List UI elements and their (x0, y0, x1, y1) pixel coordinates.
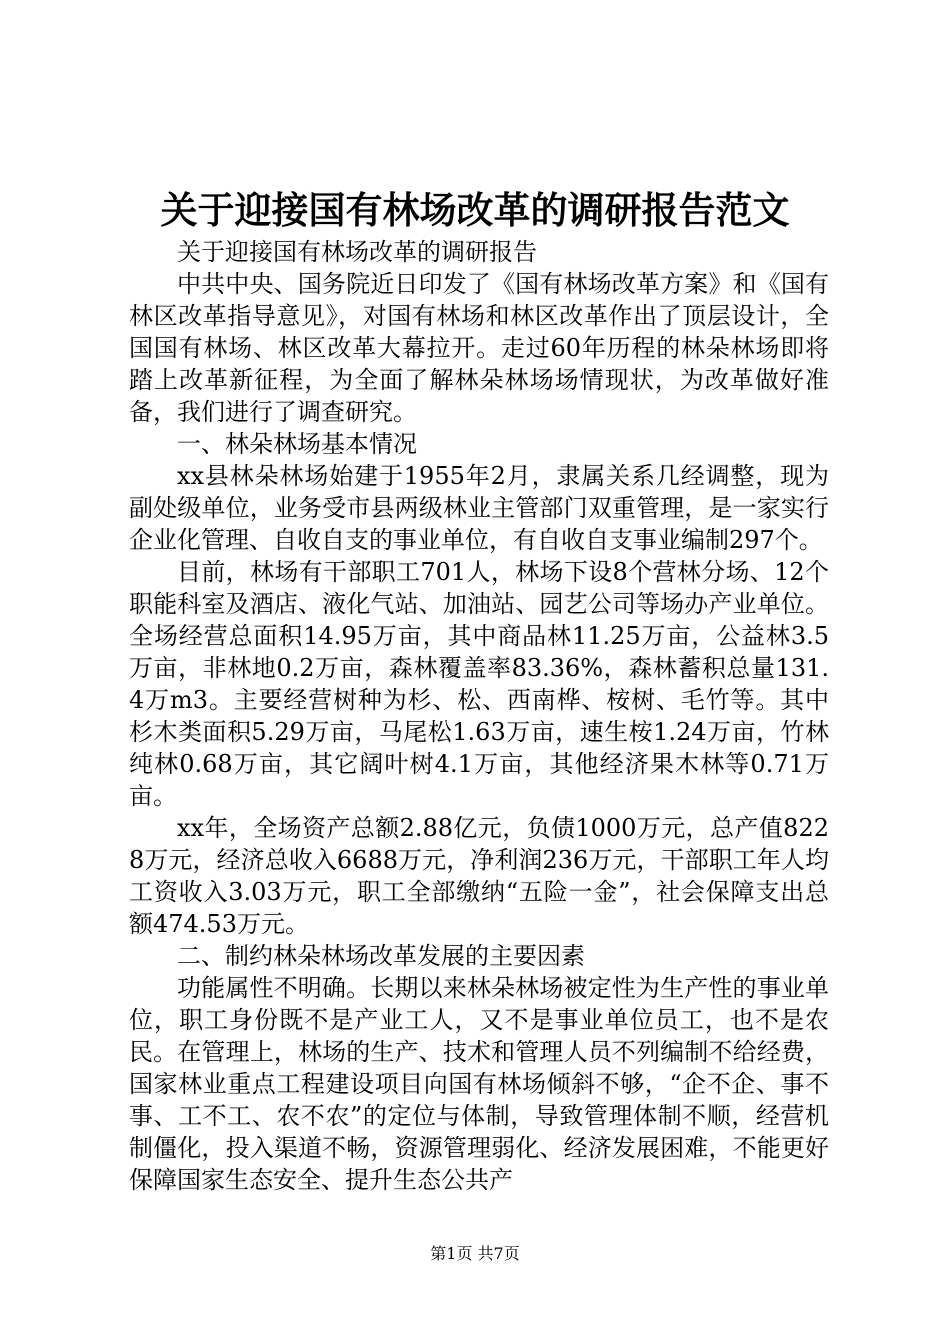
paragraph-function: 功能属性不明确。长期以来林朵林场被定性为生产性的事业单位，职工身份既不是产业工人，又不是事业单位员工，也不是农民。在管理上，林场的生产、技术和管理人员不列编制不给经费，国家林业重点工程建设项目向国有林场倾斜不够，“企不企、事不事、工不工、农不农”的定位与体制，导致管理体制不顺，经营机制僵化，投入渠道不畅，资源管理弱化、经济发展困难，不能更好保障国家生态安全、提升生态公共产 (129, 974, 829, 1194)
paragraph-history: xx县林朵林场始建于1955年2月，隶属关系几经调整，现为副处级单位，业务受市县两级林业主管部门双重管理，是一家实行企业化管理、自收自支的事业单位，有自收自支事业编制297个。 (129, 462, 829, 554)
report-subtitle: 关于迎接国有林场改革的调研报告 (177, 238, 537, 266)
page-footer: 第1页 共7页 (430, 1244, 520, 1263)
document-title: 关于迎接国有林场改革的调研报告范文 (160, 188, 790, 232)
paragraph-staff-area: 目前，林场有干部职工701人，林场下设8个营林分场、12个职能科室及酒店、液化气站、加油站、园艺公司等场办产业单位。全场经营总面积14.95万亩，其中商品林11.25万亩，公益林3.5万亩，非林地0.2万亩，森林覆盖率83.36%，森林蓄积总量131.4万m3。主要经营树种为杉、松、西南桦、桉树、毛竹等。其中杉木类面积5.29万亩，马尾松1.63万亩，速生桉1.24万亩，竹林纯林0.68万亩，其它阔叶树4.1万亩，其他经济果木林等0.71万亩。 (129, 558, 829, 810)
document-body (129, 236, 829, 1196)
section-heading-1: 一、林朵林场基本情况 (177, 430, 417, 458)
paragraph-finance: xx年，全场资产总额2.88亿元，负债1000万元，总产值8228万元，经济总收入6688万元，净利润236万元，干部职工年人均工资收入3.03万元，职工全部缴纳“五险一金”，社会保障支出总额474.53万元。 (129, 814, 829, 938)
paragraph-intro: 中共中央、国务院近日印发了《国有林场改革方案》和《国有林区改革指导意见》，对国有林场和林区改革作出了顶层设计，全国国有林场、林区改革大幕拉开。走过60年历程的林朵林场即将踏上改革新征程，为全面了解林朵林场场情现状，为改革做好准备，我们进行了调查研究。 (129, 270, 829, 426)
section-heading-2: 二、制约林朵林场改革发展的主要因素 (177, 942, 585, 970)
